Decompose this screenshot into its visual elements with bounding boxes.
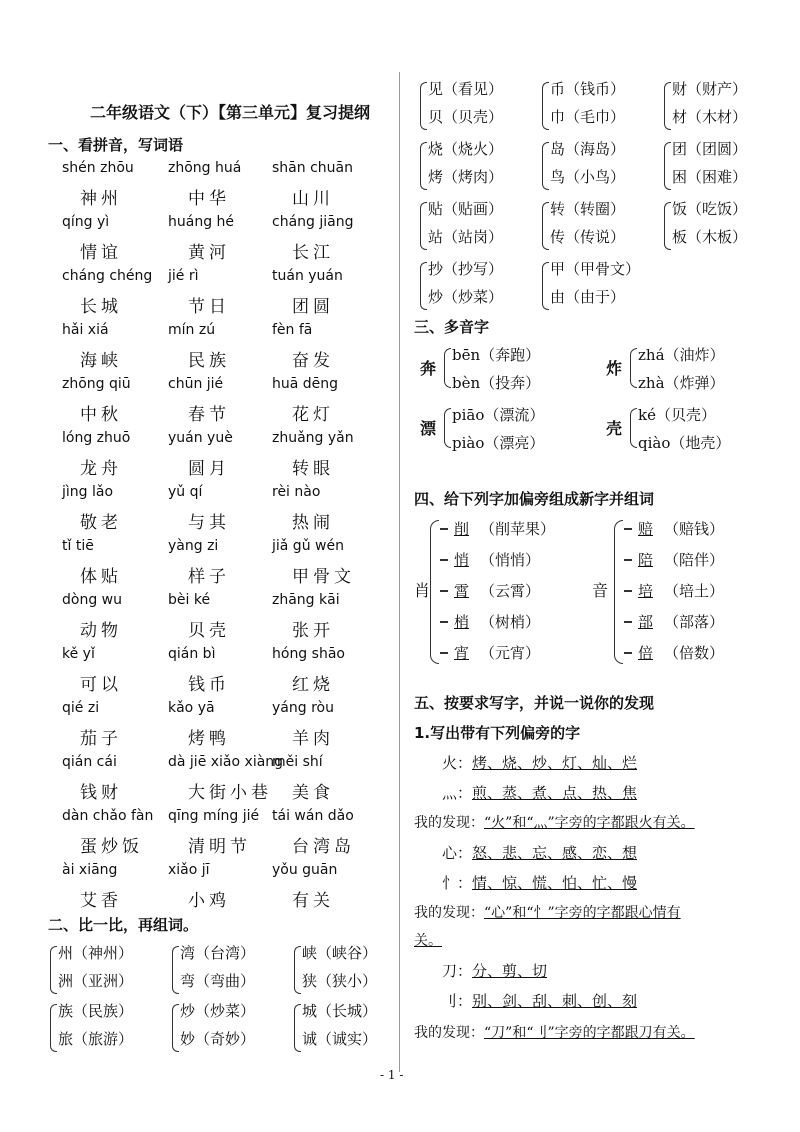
pair-word-1: 族（民族）	[58, 1002, 134, 1020]
hanzi-cell: 龙舟	[80, 459, 122, 479]
radical-tick	[440, 590, 448, 592]
hanzi-cell: 海峡	[80, 351, 122, 371]
radical-tick	[440, 652, 448, 654]
pinyin-cell: tǐ tiē	[62, 538, 94, 554]
pinyin-cell: yuán yuè	[168, 430, 233, 446]
pinyin-cell: huáng hé	[168, 214, 235, 230]
polyphone-reading-1: zhá（油炸）	[638, 346, 725, 364]
compare-pair	[294, 942, 414, 998]
hanzi-cell: 转眼	[292, 459, 334, 479]
pair-word-2: 弯（弯曲）	[180, 972, 256, 990]
section2-heading: 二、比一比，再组词。	[48, 916, 199, 934]
pair-brace	[542, 82, 549, 130]
pinyin-cell: lóng zhuō	[62, 430, 131, 446]
hanzi-cell: 有关	[292, 891, 334, 911]
hanzi-cell: 节日	[188, 297, 230, 317]
heart-side-row	[442, 872, 637, 893]
pair-brace	[664, 82, 671, 130]
pinyin-cell: tái wán dǎo	[272, 808, 354, 824]
hanzi-cell: 长江	[292, 243, 334, 263]
polyphone-char: 炸	[606, 359, 623, 378]
pair-word-1: 甲（甲骨文）	[550, 260, 641, 278]
pinyin-cell: xiǎo jī	[168, 862, 210, 878]
pinyin-cell: huā dēng	[272, 376, 339, 392]
pair-word-1: 转（转圈）	[550, 200, 626, 218]
compare-pair	[664, 78, 784, 134]
pinyin-cell: yǔ qí	[168, 484, 203, 500]
hanzi-cell: 奋发	[292, 351, 334, 371]
pinyin-cell: qíng yì	[62, 214, 110, 230]
hanzi-cell: 艾香	[80, 891, 122, 911]
hanzi-cell: 花灯	[292, 405, 334, 425]
section1-heading: 一、看拼音，写词语	[48, 136, 184, 154]
radical-tick	[624, 652, 632, 654]
polyphone-brace	[630, 408, 637, 448]
polyphone-reading-2: zhà（炸弹）	[638, 374, 725, 392]
pair-word-2: 板（木板）	[672, 228, 748, 246]
pair-word-1: 币（钱币）	[550, 80, 626, 98]
root-char: 音	[592, 581, 609, 600]
new-char: 赔	[638, 520, 654, 538]
pinyin-cell: kǎo yā	[168, 700, 215, 716]
hanzi-cell: 贝壳	[188, 621, 230, 641]
column-divider	[399, 72, 400, 1072]
radical-brace	[430, 520, 439, 664]
hanzi-cell: 团圆	[292, 297, 334, 317]
pair-word-2: 鸟（小鸟）	[550, 168, 626, 186]
fire-chars: 烤、烧、炒、灯、灿、烂	[472, 754, 638, 772]
finding-2-cont	[414, 930, 442, 950]
compare-pair	[50, 1000, 170, 1056]
compare-pair	[420, 78, 540, 134]
pair-word-2: 贝（贝壳）	[428, 108, 504, 126]
compare-pair	[664, 138, 784, 194]
polyphone-reading-2: piào（漂亮）	[452, 434, 545, 452]
new-char: 陪	[638, 551, 654, 569]
pair-brace	[664, 202, 671, 250]
compare-pair	[294, 1000, 414, 1056]
hanzi-cell: 美食	[292, 783, 334, 803]
radical-tick	[440, 528, 448, 530]
pair-word-1: 城（长城）	[302, 1002, 378, 1020]
hanzi-cell: 圆月	[188, 459, 230, 479]
compare-pair	[542, 258, 662, 314]
new-char: 倍	[638, 644, 654, 662]
hanzi-cell: 张开	[292, 621, 334, 641]
pinyin-cell: cháng chéng	[62, 268, 153, 284]
finding-1-label: 我的发现：	[414, 815, 484, 831]
pinyin-cell: zhōng huá	[168, 160, 242, 176]
new-word: （陪伴）	[664, 551, 725, 569]
finding-3-label: 我的发现：	[414, 1025, 484, 1041]
compare-pair	[420, 258, 540, 314]
pinyin-cell: dòng wu	[62, 592, 122, 608]
polyphone-reading-1: bēn（奔跑）	[452, 346, 541, 364]
finding-1	[414, 812, 695, 832]
new-word: （削苹果）	[480, 520, 556, 538]
compare-pair	[542, 78, 662, 134]
hanzi-cell: 神州	[80, 189, 122, 209]
compare-pair	[172, 942, 292, 998]
hanzi-cell: 情谊	[80, 243, 122, 263]
compare-pair	[542, 138, 662, 194]
new-char: 宵	[454, 644, 470, 662]
knife-row	[442, 960, 547, 981]
finding-2-text: “心”和“忄”字旁的字都跟心情有	[484, 905, 681, 921]
fire-dots-label: 灬：	[442, 784, 473, 802]
hanzi-cell: 大街小巷	[188, 783, 272, 803]
heart-side-label: 忄：	[442, 874, 473, 892]
pair-brace	[420, 262, 427, 310]
pinyin-cell: kě yǐ	[62, 646, 95, 662]
pinyin-cell: hǎi xiá	[62, 322, 109, 338]
polyphone-reading-1: piāo（漂流）	[452, 406, 545, 424]
radical-tick	[624, 621, 632, 623]
new-word: （元宵）	[480, 644, 541, 662]
finding-1-text: “火”和“灬”字旁的字都跟火有关。	[484, 815, 695, 831]
pinyin-cell: mín zú	[168, 322, 216, 338]
page-title: 二年级语文（下）【第三单元】复习提纲	[89, 103, 370, 122]
knife-side-label: 刂：	[442, 992, 473, 1010]
heart-chars: 怒、悲、忘、感、恋、想	[472, 844, 638, 862]
pair-word-2: 巾（毛巾）	[550, 108, 626, 126]
pair-brace	[542, 142, 549, 190]
section5-heading: 五、按要求写字，并说一说你的发现	[414, 694, 655, 712]
pinyin-cell: tuán yuán	[272, 268, 343, 284]
finding-2-text-cont: 关。	[414, 933, 442, 949]
polyphone-char: 壳	[606, 419, 623, 438]
pair-word-2: 狭（狭小）	[302, 972, 378, 990]
pinyin-cell: jìng lǎo	[62, 484, 114, 500]
pair-word-1: 财（财产）	[672, 80, 748, 98]
pair-word-2: 洲（亚洲）	[58, 972, 134, 990]
pair-word-1: 抄（抄写）	[428, 260, 504, 278]
pair-word-1: 饭（吃饭）	[672, 200, 748, 218]
pair-brace	[172, 1004, 179, 1052]
new-word: （部落）	[664, 613, 725, 631]
hanzi-cell: 体贴	[80, 567, 122, 587]
knife-side-chars: 别、剑、刮、刺、创、刻	[472, 992, 638, 1010]
hanzi-cell: 钱币	[188, 675, 230, 695]
hanzi-cell: 钱财	[80, 783, 122, 803]
pair-word-1: 峡（峡谷）	[302, 944, 378, 962]
pinyin-cell: zhāng kāi	[272, 592, 340, 608]
hanzi-cell: 山川	[292, 189, 334, 209]
pair-word-2: 材（木材）	[672, 108, 748, 126]
radical-tick	[624, 528, 632, 530]
new-word: （云霄）	[480, 582, 541, 600]
pair-word-1: 烧（烧火）	[428, 140, 504, 158]
compare-pair	[172, 1000, 292, 1056]
pair-word-1: 岛（海岛）	[550, 140, 626, 158]
new-char: 悄	[454, 551, 470, 569]
polyphone-brace	[444, 348, 451, 388]
polyphone-char: 漂	[420, 419, 437, 438]
pinyin-cell: qián bì	[168, 646, 216, 662]
new-char: 霄	[454, 582, 470, 600]
pinyin-cell: qián cái	[62, 754, 117, 770]
pair-word-2: 传（传说）	[550, 228, 626, 246]
pinyin-cell: dà jiē xiǎo xiàng	[168, 754, 284, 770]
compare-pair	[420, 138, 540, 194]
pair-brace	[294, 1004, 301, 1052]
new-char: 梢	[454, 613, 470, 631]
hanzi-cell: 烤鸭	[188, 729, 230, 749]
new-char: 部	[638, 613, 654, 631]
polyphone-brace	[630, 348, 637, 388]
pair-word-1: 湾（台湾）	[180, 944, 256, 962]
pair-word-2: 诚（诚实）	[302, 1030, 378, 1048]
pinyin-cell: bèi ké	[168, 592, 211, 608]
hanzi-cell: 长城	[80, 297, 122, 317]
finding-2-label: 我的发现：	[414, 905, 484, 921]
knife-side-row	[442, 990, 637, 1011]
hanzi-cell: 可以	[80, 675, 122, 695]
hanzi-cell: 民族	[188, 351, 230, 371]
hanzi-cell: 敬老	[80, 513, 122, 533]
pair-brace	[542, 202, 549, 250]
polyphone-reading-1: ké（贝壳）	[638, 406, 716, 424]
pair-brace	[50, 1004, 57, 1052]
hanzi-cell: 与其	[188, 513, 230, 533]
pinyin-cell: měi shí	[272, 754, 323, 770]
hanzi-cell: 清明节	[188, 837, 251, 857]
pair-brace	[542, 262, 549, 310]
pinyin-cell: cháng jiāng	[272, 214, 354, 230]
pinyin-cell: ài xiāng	[62, 862, 118, 878]
pinyin-cell: dàn chǎo fàn	[62, 808, 154, 824]
hanzi-cell: 台湾岛	[292, 837, 355, 857]
compare-pair	[50, 942, 170, 998]
hanzi-cell: 小鸡	[188, 891, 230, 911]
pair-brace	[420, 142, 427, 190]
polyphone-char: 奔	[420, 359, 437, 378]
root-char: 肖	[414, 581, 431, 600]
section4-heading: 四、给下列字加偏旁组成新字并组词	[414, 490, 655, 508]
knife-label: 刀：	[442, 962, 473, 980]
pair-brace	[50, 946, 57, 994]
hanzi-cell: 茄子	[80, 729, 122, 749]
page-number: - 1 -	[380, 1068, 404, 1082]
pinyin-cell: shān chuān	[272, 160, 353, 176]
pinyin-cell: zhōng qiū	[62, 376, 131, 392]
pair-word-2: 旅（旅游）	[58, 1030, 134, 1048]
polyphone-reading-2: bèn（投奔）	[452, 374, 541, 392]
pinyin-cell: rèi nào	[272, 484, 321, 500]
compare-pair	[664, 198, 784, 254]
finding-2	[414, 902, 681, 922]
hanzi-cell: 中华	[188, 189, 230, 209]
polyphone-reading-2: qiào（地壳）	[638, 434, 731, 452]
hanzi-cell: 热闹	[292, 513, 334, 533]
pinyin-cell: chūn jié	[168, 376, 224, 392]
new-word: （倍数）	[664, 644, 725, 662]
hanzi-cell: 蛋炒饭	[80, 837, 143, 857]
hanzi-cell: 中秋	[80, 405, 122, 425]
section5-subheading: 1.写出带有下列偏旁的字	[414, 724, 581, 742]
hanzi-cell: 甲骨文	[292, 567, 355, 587]
pair-word-2: 妙（奇妙）	[180, 1030, 256, 1048]
pair-word-1: 团（团圆）	[672, 140, 748, 158]
polyphone-brace	[444, 408, 451, 448]
fire-dots-row	[442, 782, 637, 803]
radical-brace	[614, 520, 623, 664]
radical-tick	[440, 559, 448, 561]
hanzi-cell: 红烧	[292, 675, 334, 695]
fire-dots-chars: 煎、蒸、煮、点、热、焦	[472, 784, 638, 802]
pair-brace	[294, 946, 301, 994]
pair-word-2: 站（站岗）	[428, 228, 504, 246]
pinyin-cell: zhuǎng yǎn	[272, 430, 354, 446]
new-word: （赔钱）	[664, 520, 725, 538]
heart-row	[442, 842, 637, 863]
pair-word-2: 困（困难）	[672, 168, 748, 186]
pinyin-cell: fèn fā	[272, 322, 313, 338]
pair-brace	[420, 202, 427, 250]
pair-word-2: 烤（烤肉）	[428, 168, 504, 186]
pair-brace	[172, 946, 179, 994]
pair-word-1: 贴（贴画）	[428, 200, 504, 218]
heart-side-chars: 情、惊、慌、怕、忙、慢	[472, 874, 638, 892]
hanzi-cell: 春节	[188, 405, 230, 425]
new-word: （悄悄）	[480, 551, 541, 569]
pinyin-cell: jié rì	[168, 268, 199, 284]
fire-row	[442, 752, 637, 773]
hanzi-cell: 样子	[188, 567, 230, 587]
pinyin-cell: qīng míng jié	[168, 808, 260, 824]
radical-tick	[624, 559, 632, 561]
pair-brace	[420, 82, 427, 130]
pinyin-cell: yáng ròu	[272, 700, 334, 716]
finding-3	[414, 1022, 695, 1042]
pair-word-1: 见（看见）	[428, 80, 504, 98]
hanzi-cell: 羊肉	[292, 729, 334, 749]
pinyin-cell: yàng zi	[168, 538, 219, 554]
new-word: （培土）	[664, 582, 725, 600]
pinyin-cell: qié zi	[62, 700, 100, 716]
finding-3-text: “刀”和“刂”字旁的字都跟刀有关。	[484, 1025, 695, 1041]
pair-word-2: 由（由于）	[550, 288, 626, 306]
hanzi-cell: 动物	[80, 621, 122, 641]
compare-pair	[542, 198, 662, 254]
fire-label: 火：	[442, 754, 473, 772]
pair-brace	[664, 142, 671, 190]
pinyin-cell: hóng shāo	[272, 646, 345, 662]
knife-chars: 分、剪、切	[472, 962, 548, 980]
hanzi-cell: 黄河	[188, 243, 230, 263]
section3-heading: 三、多音字	[414, 318, 490, 336]
pair-word-2: 炒（炒菜）	[428, 288, 504, 306]
pinyin-cell: yǒu guān	[272, 862, 338, 878]
radical-tick	[440, 621, 448, 623]
heart-label: 心：	[442, 844, 473, 862]
radical-tick	[624, 590, 632, 592]
new-char: 削	[454, 520, 470, 538]
new-char: 培	[638, 582, 654, 600]
pinyin-cell: jiǎ gǔ wén	[272, 538, 344, 554]
pair-word-1: 炒（炒菜）	[180, 1002, 256, 1020]
pinyin-cell: shén zhōu	[62, 160, 134, 176]
pair-word-1: 州（神州）	[58, 944, 134, 962]
new-word: （树梢）	[480, 613, 541, 631]
compare-pair	[420, 198, 540, 254]
